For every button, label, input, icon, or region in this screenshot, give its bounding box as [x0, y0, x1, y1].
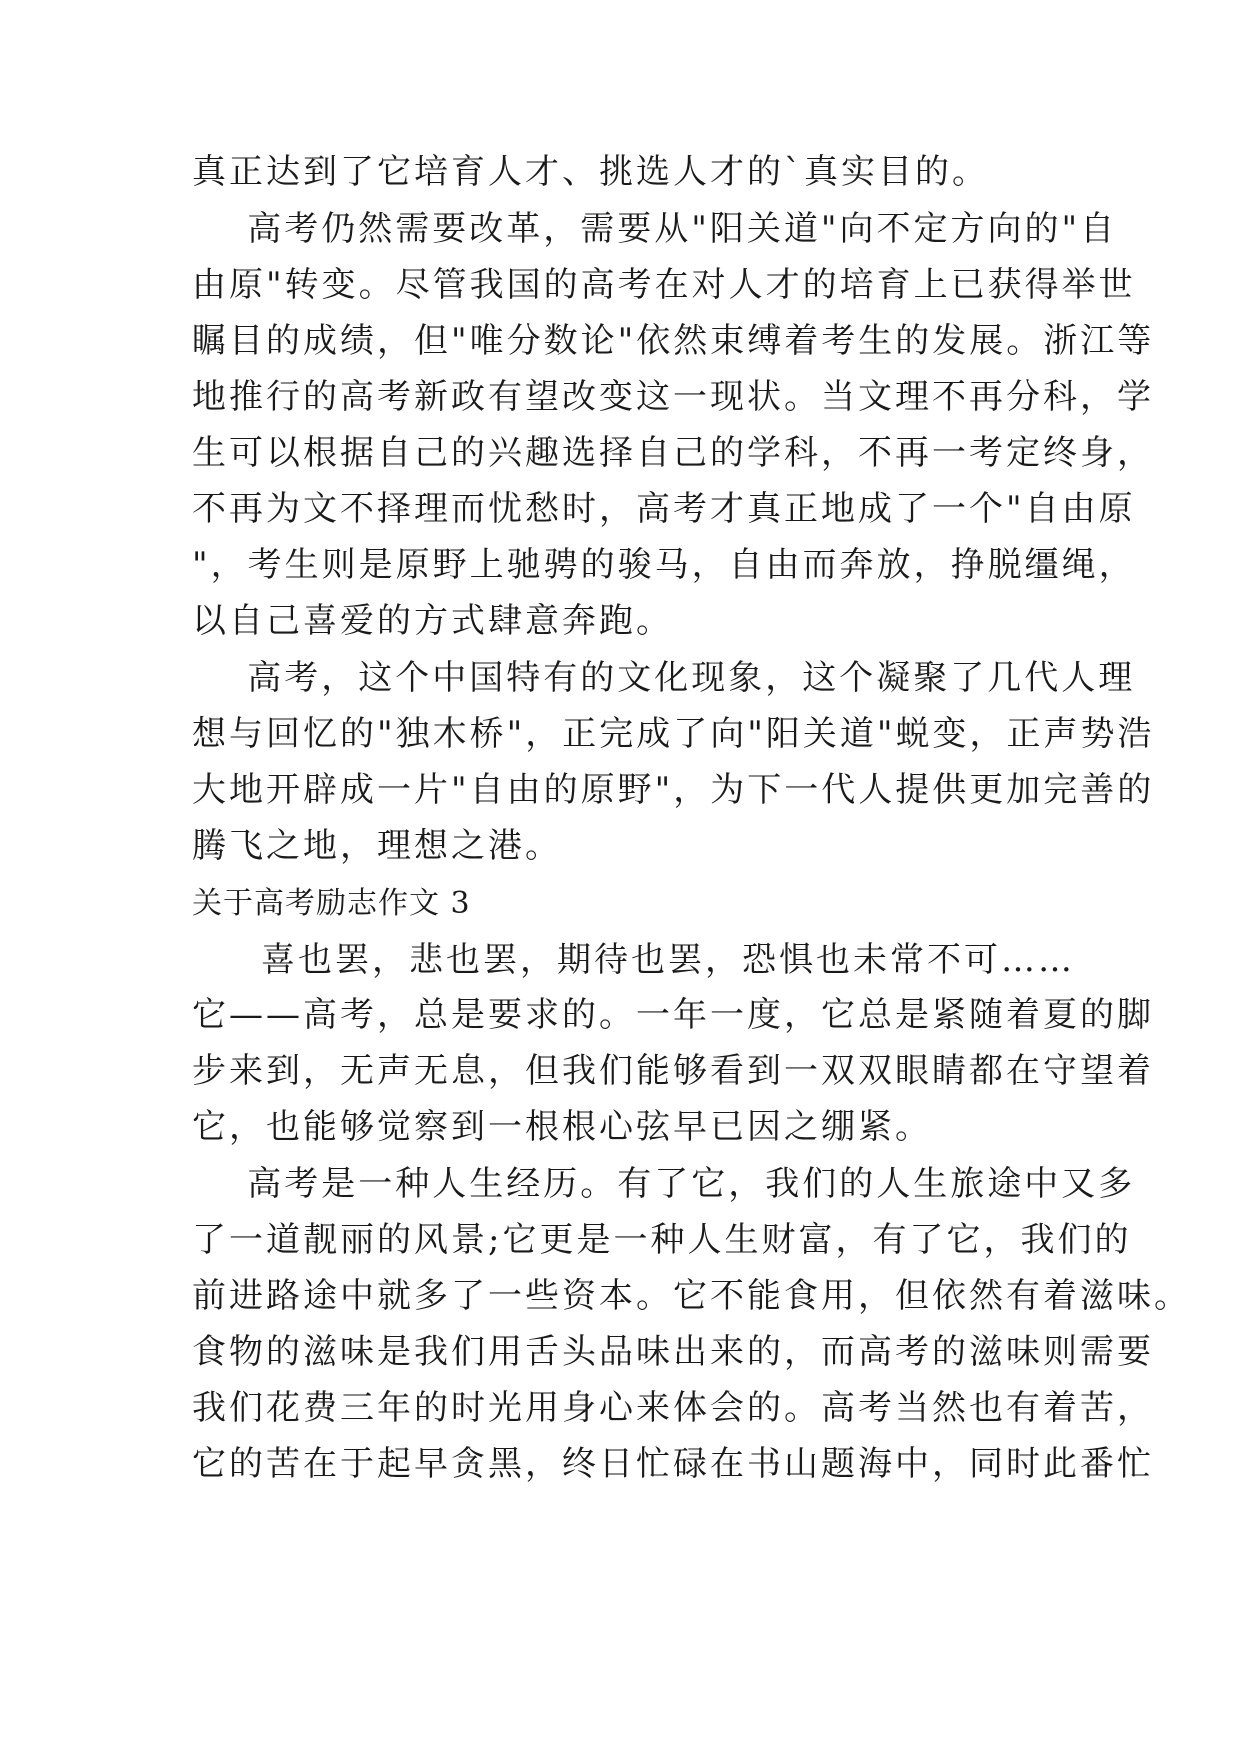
paragraph-line: 步来到，无声无息，但我们能够看到一双双眼睛都在守望着: [192, 1051, 1154, 1091]
section-heading: 关于高考励志作文 3: [192, 886, 471, 921]
paragraph-line: 它——高考，总是要求的。一年一度，它总是紧随着夏的脚: [192, 995, 1154, 1035]
paragraph-line: 食物的滋味是我们用舌头品味出来的，而高考的滋味则需要: [192, 1332, 1154, 1372]
paragraph-line: 高考，这个中国特有的文化现象，这个凝聚了几代人理: [192, 658, 1136, 698]
paragraph-line: 高考仍然需要改革，需要从"阳关道"向不定方向的"自: [192, 209, 1118, 249]
paragraph-line: 瞩目的成绩，但"唯分数论"依然束缚着考生的发展。浙江等: [192, 321, 1155, 361]
paragraph-line: 腾飞之地，理想之港。: [192, 826, 562, 866]
paragraph-line: 地推行的高考新政有望改变这一现状。当文理不再分科，学: [192, 377, 1154, 417]
paragraph-line: 喜也罢，悲也罢，期待也罢，恐惧也未常不可……: [192, 940, 1076, 980]
paragraph-line: 生可以根据自己的兴趣选择自己的学科，不再一考定终身，: [192, 433, 1154, 473]
paragraph-line: 大地开辟成一片"自由的原野"，为下一代人提供更加完善的: [192, 770, 1155, 810]
paragraph-line: 以自己喜爱的方式肆意奔跑。: [192, 601, 673, 641]
paragraph-line: 了一道靓丽的风景;它更是一种人生财富，有了它，我们的: [192, 1220, 1132, 1260]
paragraph-line: 它，也能够觉察到一根根心弦早已因之绷紧。: [192, 1107, 932, 1147]
paragraph-line: 我们花费三年的时光用身心来体会的。高考当然也有着苦，: [192, 1388, 1154, 1428]
paragraph-line: 不再为文不择理而忧愁时，高考才真正地成了一个"自由原: [192, 489, 1136, 529]
paragraph-line: 想与回忆的"独木桥"，正完成了向"阳关道"蜕变，正声势浩: [192, 714, 1155, 754]
paragraph-line: "，考生则是原野上驰骋的骏马，自由而奔放，挣脱缰绳，: [192, 545, 1136, 585]
paragraph-line: 高考是一种人生经历。有了它，我们的人生旅途中又多: [192, 1164, 1136, 1204]
paragraph-line: 由原"转变。尽管我国的高考在对人才的培育上已获得举世: [192, 265, 1136, 305]
paragraph-line: 真正达到了它培育人才、挑选人才的`真实目的。: [192, 152, 989, 192]
paragraph-line: 它的苦在于起早贪黑，终日忙碌在书山题海中，同时此番忙: [192, 1444, 1154, 1484]
paragraph-line: 前进路途中就多了一些资本。它不能食用，但依然有着滋味。: [192, 1276, 1191, 1316]
